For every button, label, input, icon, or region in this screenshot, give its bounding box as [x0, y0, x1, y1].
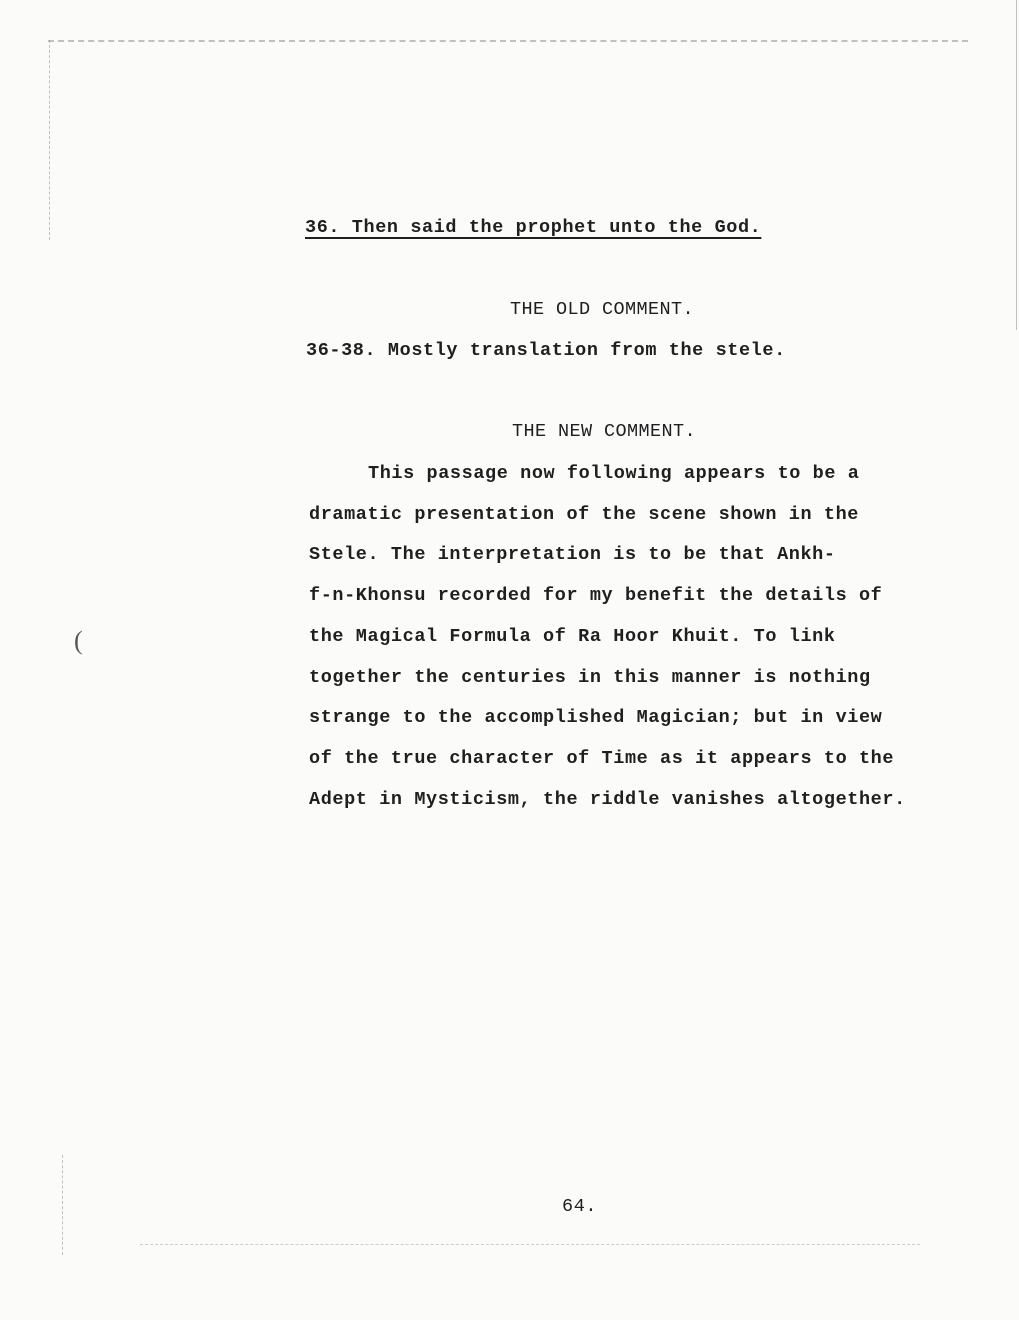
verse-text: 36. Then said the prophet unto the God. [305, 217, 762, 238]
scan-edge-left-lower [62, 1155, 63, 1255]
new-comment-line: of the true character of Time as it appears to the [309, 748, 895, 769]
scan-edge-top [48, 40, 968, 42]
new-comment-line: strange to the accomplished Magician; but in view [309, 707, 883, 728]
scan-edge-right [1016, 0, 1017, 330]
new-comment-line: This passage now following appears to be a [368, 463, 860, 484]
scan-edge-bottom [140, 1244, 920, 1245]
new-comment-line: Stele. The interpretation is to be that Ankh- [309, 544, 836, 565]
margin-mark: ( [74, 626, 83, 655]
new-comment-line: f-n-Khonsu recorded for my benefit the details of [309, 585, 883, 606]
new-comment-line: together the centuries in this manner is nothing [309, 667, 871, 688]
old-comment-heading: THE OLD COMMENT. [510, 299, 695, 320]
page-number: 64. [562, 1196, 598, 1217]
old-comment-text: 36-38. Mostly translation from the stele. [306, 340, 786, 361]
new-comment-line: Adept in Mysticism, the riddle vanishes altogether. [309, 789, 906, 810]
new-comment-heading: THE NEW COMMENT. [512, 421, 697, 442]
scan-edge-left [49, 40, 50, 240]
new-comment-line: the Magical Formula of Ra Hoor Khuit. To link [309, 626, 836, 647]
new-comment-line: dramatic presentation of the scene shown in the [309, 504, 859, 525]
